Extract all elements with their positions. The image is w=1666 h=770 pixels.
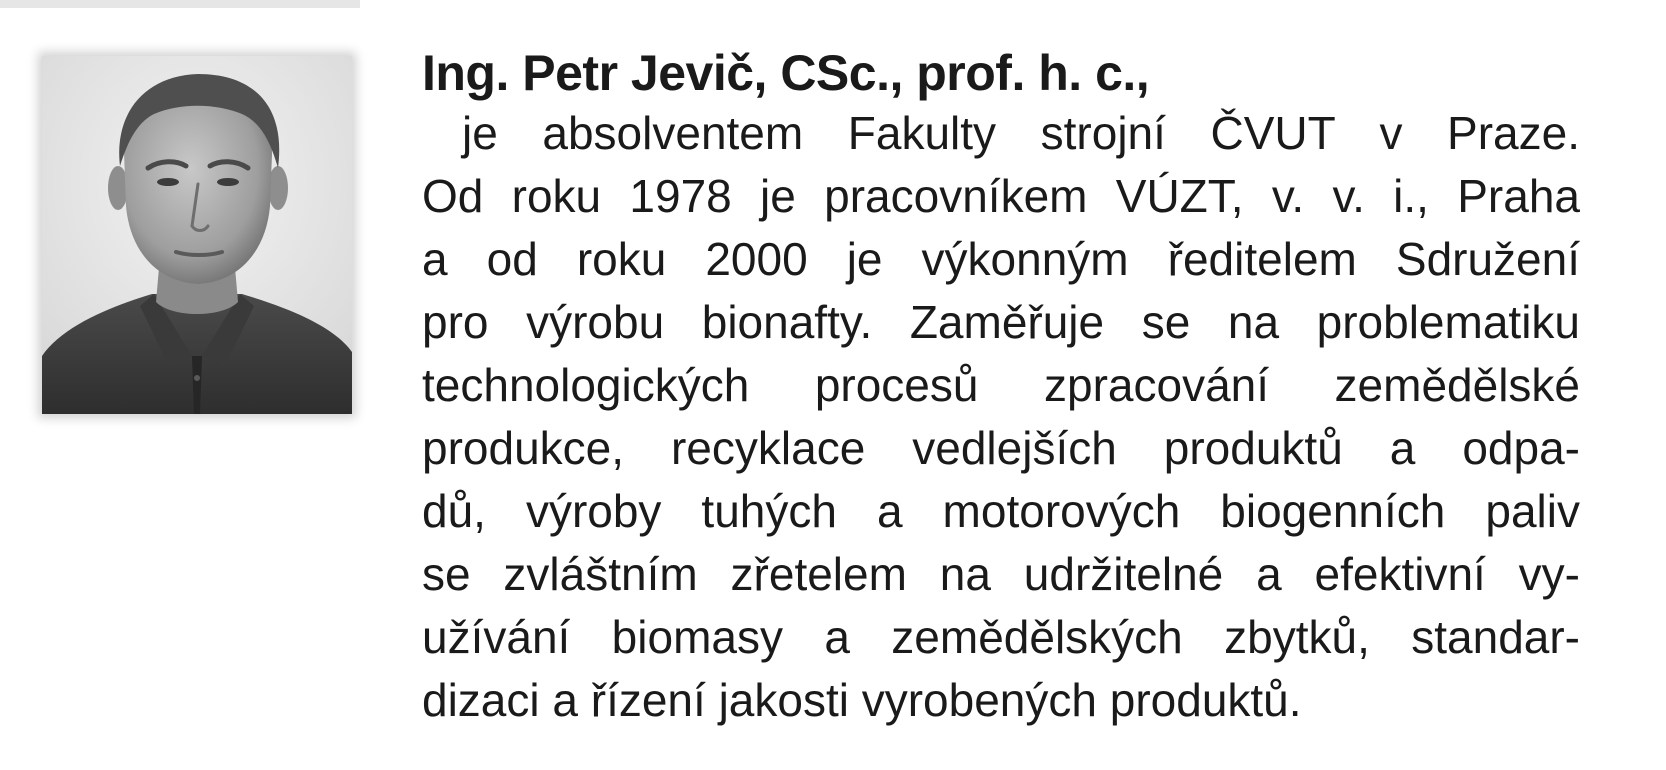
bio-line: užívání biomasy a zemědělských zbytků, standar- bbox=[422, 611, 1580, 663]
bio-line: a od roku 2000 je výkonným ředitelem Sdružení bbox=[422, 233, 1580, 285]
bio-line: technologických procesů zpracování zemědělské bbox=[422, 359, 1580, 411]
bio-line: se zvláštním zřetelem na udržitelné a efektivní vy- bbox=[422, 548, 1580, 600]
bio-line: dů, výroby tuhých a motorových biogenních paliv bbox=[422, 485, 1580, 537]
person-name: Ing. Petr Jevič, CSc., prof. h. c., bbox=[422, 45, 1150, 101]
bio-section bbox=[422, 44, 1580, 732]
bio-line: pro výrobu bionafty. Zaměřuje se na problematiku bbox=[422, 296, 1580, 348]
portrait-photo bbox=[42, 56, 352, 414]
bio-line: je absolventem Fakulty strojní ČVUT v Praze. bbox=[462, 107, 1580, 159]
bio-line: Od roku 1978 je pracovníkem VÚZT, v. v. i., Praha bbox=[422, 170, 1580, 222]
portrait-image bbox=[42, 56, 352, 414]
bio-line: dizaci a řízení jakosti vyrobených produktů. bbox=[422, 674, 1302, 726]
bio-text bbox=[422, 102, 1580, 732]
top-rule bbox=[0, 0, 360, 8]
bio-line: produkce, recyklace vedlejších produktů a odpa- bbox=[422, 422, 1580, 474]
